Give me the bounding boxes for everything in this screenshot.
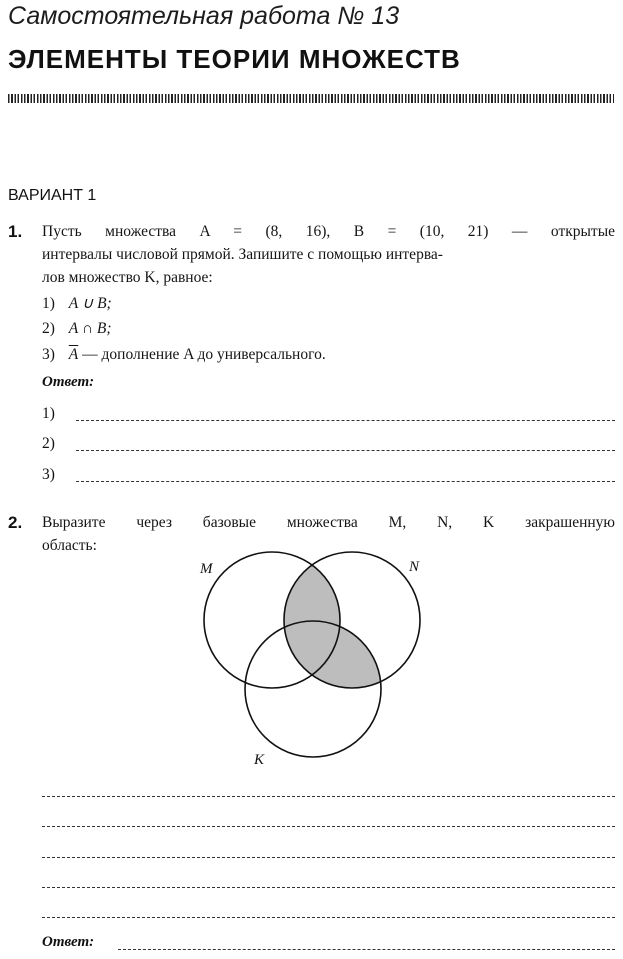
task1-number: 1. (8, 222, 23, 241)
complement-letter: $\overline{A}$ (68, 346, 79, 363)
task2-number: 2. (8, 513, 23, 532)
task1-line3: лов множество K, равное: (42, 269, 213, 286)
answer-line[interactable] (42, 887, 615, 888)
task1-item-text: A ∪ B; (68, 295, 112, 312)
worksheet-title: ЭЛЕМЕНТЫ ТЕОРИИ МНОЖЕСТВ (8, 44, 461, 74)
task1-item-text: A ∩ B; (68, 320, 112, 337)
task1-item-number: 2) (42, 320, 55, 337)
task2-answer-label: Ответ: (42, 934, 95, 950)
venn-label-n: N (409, 559, 420, 575)
task2-line2: область: (42, 537, 97, 554)
task1-item-number: 1) (42, 295, 55, 312)
task1-line2: интервалы числовой прямой. Запишите с помощью интерва- (42, 246, 443, 263)
task2-line1: Выразите через базовые множества M, N, K закрашенную (42, 514, 615, 531)
answer-line[interactable] (42, 857, 615, 858)
answer-row-number: 1) (42, 405, 55, 422)
answer-line[interactable] (42, 826, 615, 827)
task1-item-number: 3) (42, 346, 55, 363)
task1-answer-label: Ответ: (42, 374, 95, 390)
answer-row-number: 3) (42, 466, 55, 483)
variant-label: ВАРИАНТ 1 (8, 187, 97, 204)
venn-label-m: M (200, 561, 213, 577)
answer-line[interactable] (118, 949, 615, 950)
answer-line[interactable] (42, 917, 615, 918)
task1-line1: Пусть множества A = (8, 16), B = (10, 21) — открытые (42, 223, 615, 240)
answer-line[interactable] (42, 796, 615, 797)
task1-item-text: — дополнение A до универсального. (78, 346, 326, 363)
worksheet-subtitle: Самостоятельная работа № 13 (8, 2, 400, 30)
answer-row-number: 2) (42, 435, 55, 452)
venn-label-k: K (254, 752, 265, 768)
